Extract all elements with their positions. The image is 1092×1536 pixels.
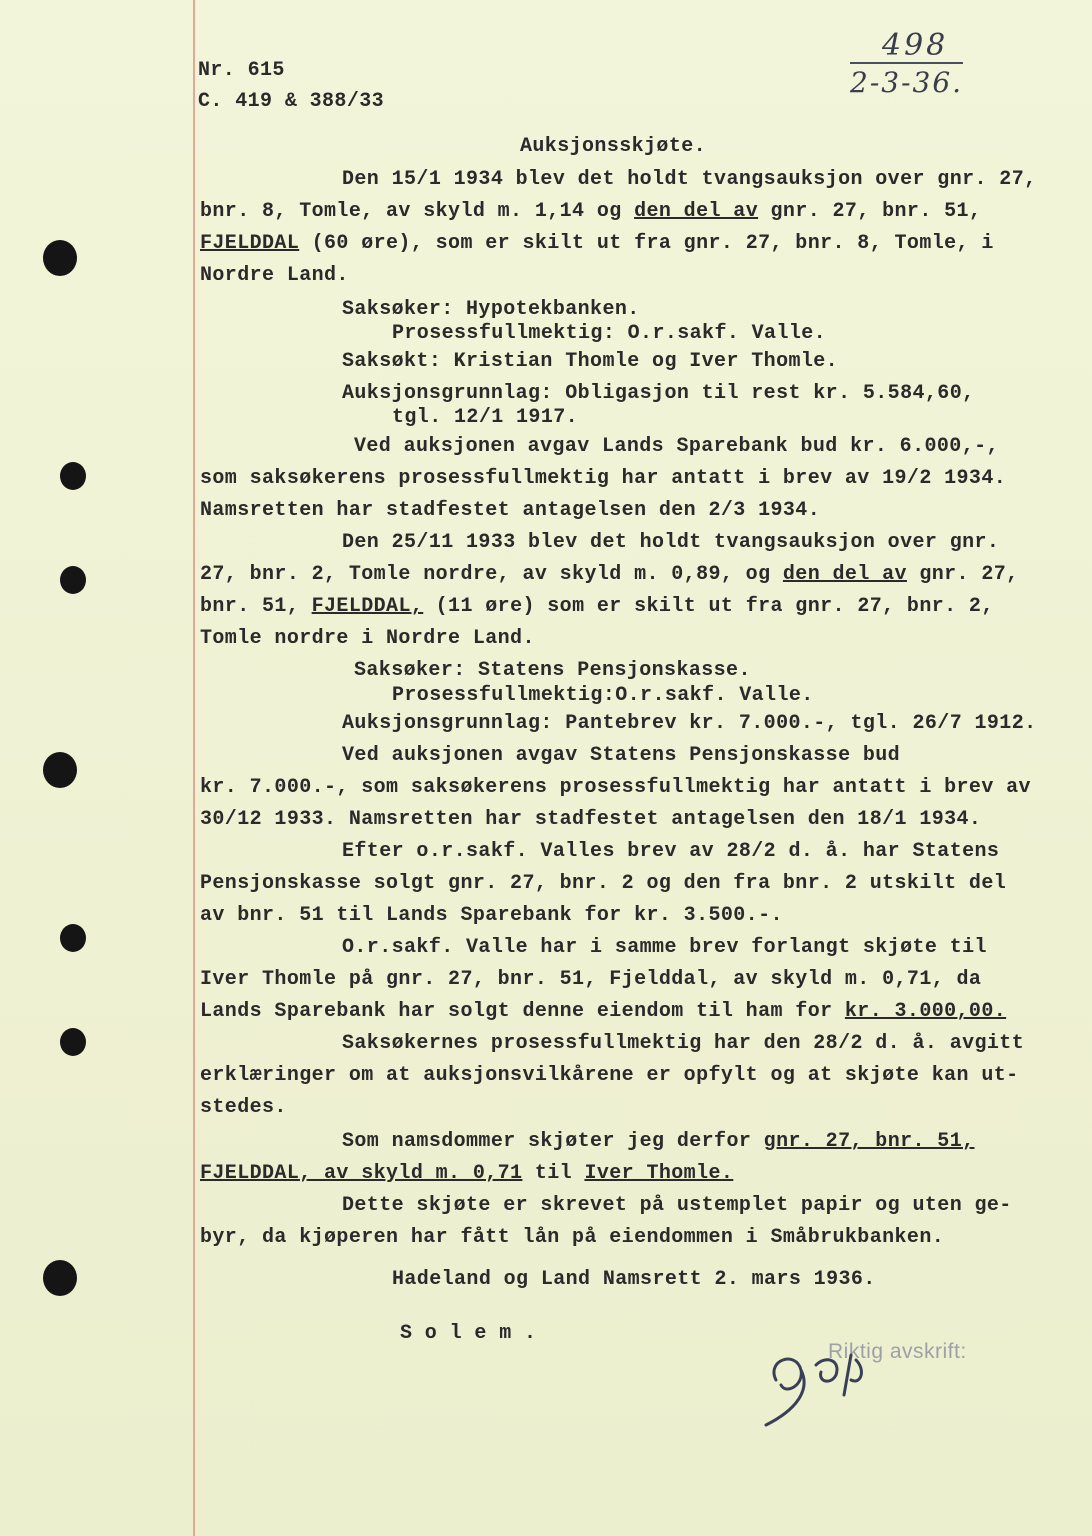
punch-hole [43,1260,77,1296]
punch-hole [60,1028,86,1056]
text-segment: Iver Thomle på gnr. 27, bnr. 51, Fjelddal, av skyld m. 0,71, da [200,968,982,991]
text-line [392,406,578,430]
text-line [400,1322,536,1346]
text-line [342,744,900,768]
handwritten-page-number: 498 [882,28,949,63]
signature-mark [756,1340,886,1430]
text-segment: Ved auksjonen avgav Lands Sparebank bud kr. 6.000,-, [354,435,999,458]
text-segment: bnr. 51, [200,595,312,618]
text-line [342,1032,1024,1056]
text-line [354,435,999,459]
text-segment: (11 øre) som er skilt ut fra gnr. 27, bnr. 2, [423,595,994,618]
text-segment: Efter o.r.sakf. Valles brev av 28/2 d. å. har Statens [342,840,1000,863]
text-segment: Ved auksjonen avgav Statens Pensjonskasse bud [342,744,901,767]
text-segment: FJELDDAL, [311,595,424,618]
text-segment: O.r.sakf. Valle har i samme brev forlangt skjøte til [342,936,987,959]
document-title: Auksjonsskjøte. [520,135,707,158]
text-line [200,1162,733,1186]
text-segment: Lands Sparebank har solgt denne eiendom til ham for [200,1000,845,1023]
text-line [342,1194,1012,1218]
text-line [354,659,751,683]
text-line [342,936,987,960]
text-segment: gnr. 27, bnr. 51, [763,1130,975,1153]
text-line [392,1268,876,1292]
text-segment: S o l e m . [400,1322,537,1345]
text-line [200,808,981,832]
text-segment: byr, da kjøperen har fått lån på eiendommen i Småbrukbanken. [200,1226,945,1249]
punch-hole [43,752,77,788]
text-segment: Auksjonsgrunnlag: Pantebrev kr. 7.000.-, tgl. 26/7 1912. [342,712,1037,735]
text-segment: den del av [634,200,759,223]
text-segment: Namsretten har stadfestet antagelsen den 2/3 1934. [200,499,821,522]
text-line [200,627,535,651]
text-line [342,712,1037,736]
text-line [200,1064,1019,1088]
text-segment: Pensjonskasse solgt gnr. 27, bnr. 2 og den fra bnr. 2 utskilt del [200,872,1007,895]
certification-stamp: Riktig avskrift: [828,1340,967,1363]
text-segment: stedes. [200,1096,287,1119]
text-line [200,595,994,619]
text-segment: til [522,1162,585,1185]
text-segment: 27, bnr. 2, Tomle nordre, av skyld m. 0,89, og [200,563,783,586]
text-segment: FJELDDAL, av skyld m. 0,71 [200,1162,523,1185]
text-line [200,1226,944,1250]
text-segment: bnr. 8, Tomle, av skyld m. 1,14 og [200,200,635,223]
text-segment: Prosessfullmektig:O.r.sakf. Valle. [392,684,814,707]
record-number: Nr. 615 [198,59,285,82]
text-line [342,382,975,406]
text-segment: av bnr. 51 til Lands Sparebank for kr. 3.500.-. [200,904,783,927]
text-segment: Nordre Land. [200,264,349,287]
text-line [200,200,981,224]
text-line [342,840,999,864]
text-line [200,904,783,928]
text-line [342,531,999,555]
text-line [200,563,1019,587]
text-line [342,168,1037,192]
text-segment: Hadeland og Land Namsrett 2. mars 1936. [392,1268,876,1291]
text-line [200,467,1006,491]
text-line [342,1130,975,1154]
text-segment: gnr. 27, [906,563,1019,586]
text-segment: FJELDDAL [200,232,300,255]
text-segment: Tomle nordre i Nordre Land. [200,627,535,650]
text-line [200,264,349,288]
text-line [200,499,820,523]
text-line [200,232,994,256]
text-line [392,322,826,346]
text-segment: kr. 3.000,00. [844,1000,1007,1023]
margin-line [193,0,195,1536]
text-line [200,968,981,992]
text-segment: (60 øre), som er skilt ut fra gnr. 27, bnr. 8, Tomle, i [299,232,994,255]
text-segment: tgl. 12/1 1917. [392,406,579,429]
text-line [342,350,838,374]
handwritten-date: 2-3-36. [850,62,963,99]
punch-hole [60,462,86,490]
text-segment: som saksøkerens prosessfullmektig har antatt i brev av 19/2 1934. [200,467,1007,490]
text-segment: 30/12 1933. Namsretten har stadfestet antagelsen den 18/1 1934. [200,808,982,831]
text-line [392,684,814,708]
text-segment: kr. 7.000.-, som saksøkerens prosessfullmektig har antatt i brev av [200,776,1031,799]
text-segment: Som namsdommer skjøter jeg derfor [342,1130,764,1153]
text-segment: gnr. 27, bnr. 51, [758,200,982,223]
text-segment: Saksøkernes prosessfullmektig har den 28/2 d. å. avgitt [342,1032,1025,1055]
text-segment: Prosessfullmektig: O.r.sakf. Valle. [392,322,827,345]
text-segment: den del av [782,563,907,586]
punch-hole [60,566,86,594]
punch-hole [43,240,77,276]
text-segment: Saksøkt: Kristian Thomle og Iver Thomle. [342,350,839,373]
text-segment: Iver Thomle. [584,1162,734,1185]
case-number: C. 419 & 388/33 [198,90,385,113]
text-segment: Saksøker: Statens Pensjonskasse. [354,659,751,682]
text-line [200,872,1006,896]
text-segment: Saksøker: Hypotekbanken. [342,298,640,321]
text-line [200,1000,1006,1024]
punch-hole [60,924,86,952]
text-line [200,1096,287,1120]
text-segment: Dette skjøte er skrevet på ustemplet papir og uten ge- [342,1194,1012,1217]
text-segment: Den 15/1 1934 blev det holdt tvangsauksjon over gnr. 27, [342,168,1037,191]
text-line [342,298,640,322]
text-line [200,776,1031,800]
text-segment: Auksjonsgrunnlag: Obligasjon til rest kr. 5.584,60, [342,382,975,405]
text-segment: Den 25/11 1933 blev det holdt tvangsauksjon over gnr. [342,531,1000,554]
text-segment: erklæringer om at auksjonsvilkårene er opfylt og at skjøte kan ut- [200,1064,1019,1087]
